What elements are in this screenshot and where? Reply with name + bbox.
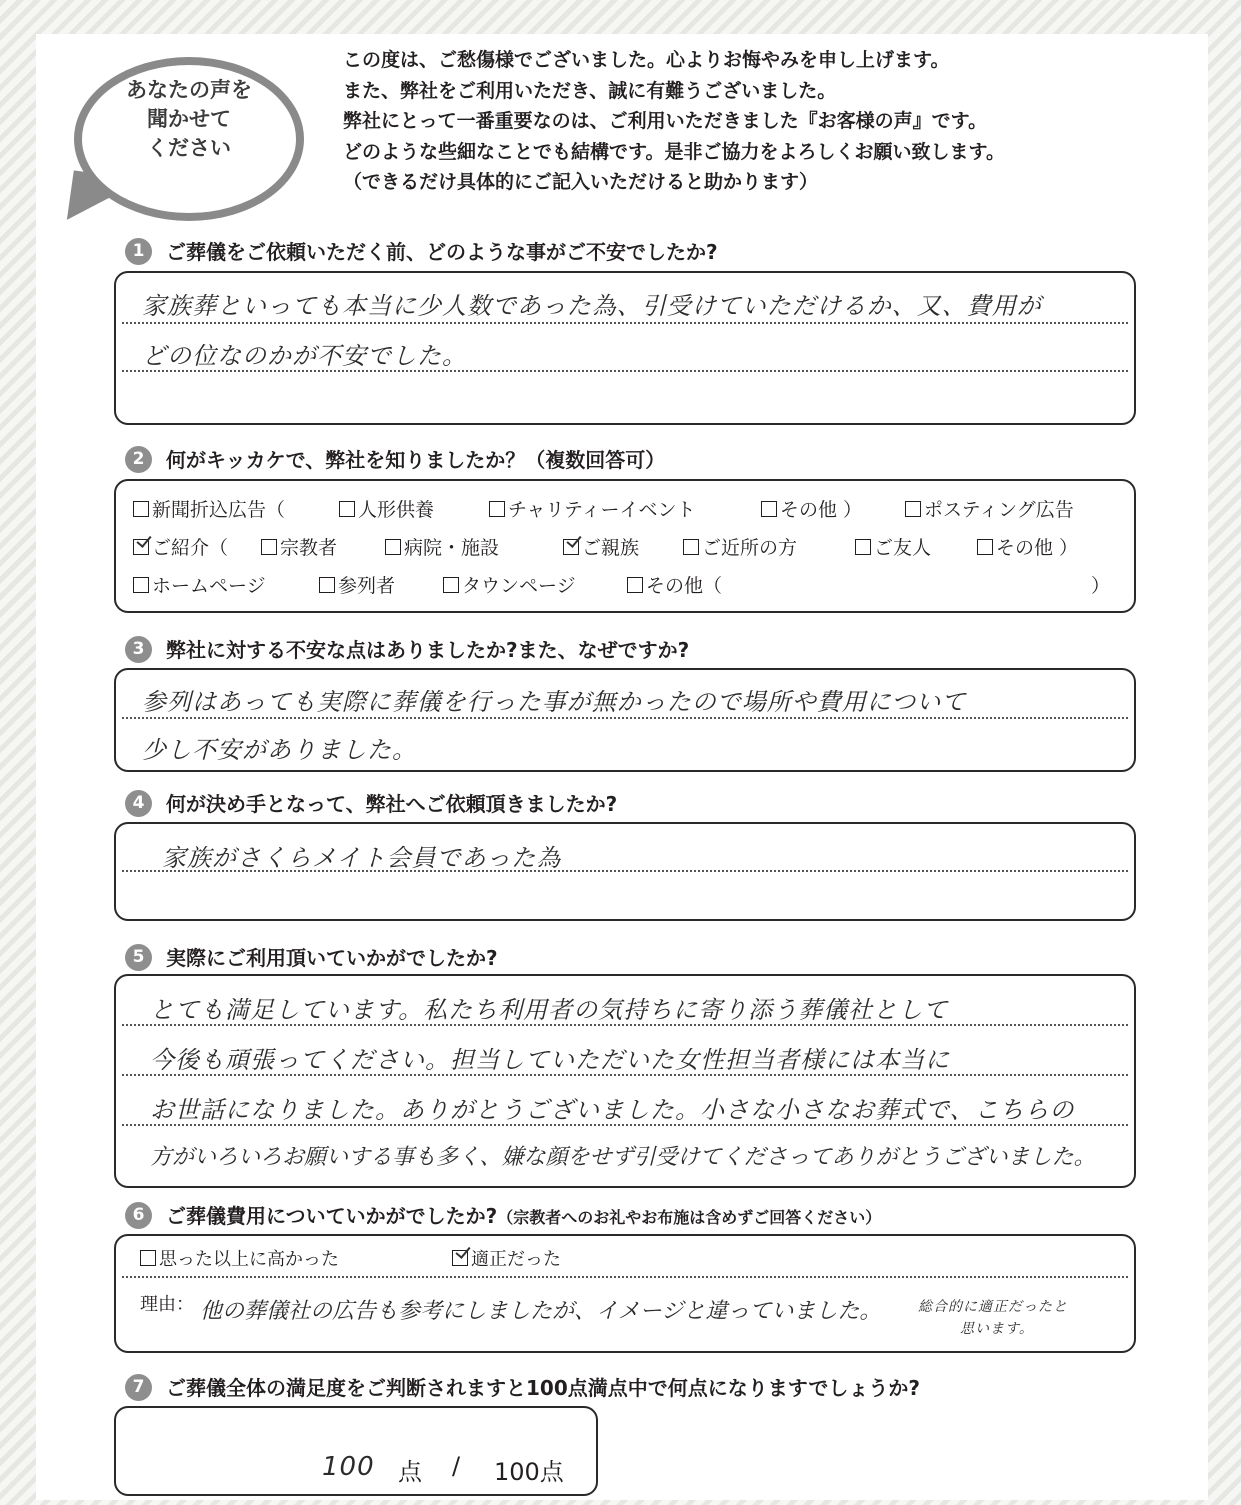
- question-5-answer-line-3: お世話になりました。ありがとうございました。小さな小さなお葬式で、こちらの: [150, 1096, 1075, 1124]
- question-6-note: （宗教者へのお礼やお布施は含めずご回答ください）: [497, 1208, 882, 1227]
- question-4-answer-line-1: 家族がさくらメイト会員であった為: [162, 844, 562, 872]
- answer-line: [122, 717, 1128, 719]
- question-6-reason: 他の葬儀社の広告も参考にしましたが、イメージと違っていました。: [200, 1299, 882, 1324]
- checkbox[interactable]: [855, 539, 871, 555]
- question-3-answer-line-1: 参列はあっても実際に葬儀を行った事が無かったので場所や費用について: [142, 688, 967, 716]
- checkbox[interactable]: [133, 501, 149, 517]
- option-attendee[interactable]: 参列者: [319, 571, 395, 598]
- option-other-close: ）: [1091, 575, 1111, 597]
- question-6-reason-tail-1: 総合的に適正だったと: [918, 1299, 1068, 1315]
- option-too-expensive[interactable]: 思った以上に高かった: [140, 1245, 339, 1271]
- question-1-answer-line-1: 家族葬といっても本当に少人数であった為、引受けていただけるか、又、費用が: [142, 292, 1042, 320]
- bubble-line-2: 聞かせて: [147, 107, 231, 131]
- checkbox-checked[interactable]: [452, 1250, 468, 1266]
- question-3-text: 弊社に対する不安な点はありましたか?また、なぜですか?: [166, 638, 690, 662]
- intro-line: この度は、ご愁傷様でございました。心よりお悔やみを申し上げます。: [343, 49, 950, 71]
- answer-line: [122, 322, 1128, 324]
- question-3-answer-line-2: 少し不安がありました。: [142, 736, 417, 764]
- question-1-answer-line-2: どの位なのかが不安でした。: [142, 342, 467, 370]
- question-5-answer-line-2: 今後も頑張ってください。担当していただいた女性担当者様には本当に: [150, 1046, 950, 1074]
- checkbox[interactable]: [140, 1250, 156, 1266]
- score-max: 100点: [494, 1458, 564, 1486]
- checkbox[interactable]: [339, 501, 355, 517]
- checkbox[interactable]: [905, 501, 921, 517]
- question-2-text: 何がキッカケで、弊社を知りましたか？（複数回答可）: [166, 448, 666, 472]
- question-6-number: 6: [125, 1202, 152, 1229]
- intro-line: （できるだけ具体的にご記入いただけると助かります）: [343, 171, 819, 193]
- question-6-reason-tail-2: 思います。: [960, 1321, 1034, 1337]
- option-relatives[interactable]: ご親族: [563, 533, 639, 560]
- checkbox[interactable]: [133, 577, 149, 593]
- bubble-line-3: ください: [147, 136, 231, 160]
- option-religious[interactable]: 宗教者: [261, 533, 337, 560]
- checkbox[interactable]: [261, 539, 277, 555]
- checkbox[interactable]: [627, 577, 643, 593]
- answer-line: [122, 1276, 1128, 1278]
- question-3-number: 3: [125, 636, 152, 663]
- reason-label: 理由：: [140, 1294, 194, 1315]
- speech-bubble-text: [82, 76, 296, 163]
- checkbox[interactable]: [683, 539, 699, 555]
- score-slash: /: [452, 1452, 461, 1480]
- question-5-answer-line-4: 方がいろいろお願いする事も多く、嫌な顔をせず引受けてくださってありがとうございました。: [150, 1145, 1096, 1170]
- option-other[interactable]: その他 ）: [977, 533, 1078, 560]
- intro-line: どのような些細なことでも結構です。是非ご協力をよろしくお願い致します。: [343, 140, 1005, 163]
- question-6-text: ご葬儀費用についていかがでしたか?（宗教者へのお礼やお布施は含めずご回答ください）: [166, 1204, 882, 1228]
- checkbox[interactable]: [761, 501, 777, 517]
- option-neighbors[interactable]: ご近所の方: [683, 533, 797, 560]
- checkbox[interactable]: [385, 539, 401, 555]
- option-appropriate[interactable]: 適正だった: [452, 1245, 561, 1271]
- score-unit: 点: [398, 1458, 422, 1486]
- option-posting-ad[interactable]: ポスティング広告: [905, 495, 1074, 522]
- option-townpage[interactable]: タウンページ: [443, 571, 576, 598]
- checkbox[interactable]: [977, 539, 993, 555]
- intro-text: [343, 45, 1203, 198]
- question-7-text: ご葬儀全体の満足度をご判断されますと100点満点中で何点になりますでしょうか?: [166, 1376, 920, 1400]
- question-4-text: 何が決め手となって、弊社へご依頼頂きましたか?: [166, 792, 618, 816]
- question-1-text: ご葬儀をご依頼いただく前、どのような事がご不安でしたか?: [166, 240, 718, 264]
- option-hospital[interactable]: 病院・施設: [385, 533, 499, 560]
- checkbox-checked[interactable]: [133, 539, 149, 555]
- option-friends[interactable]: ご友人: [855, 533, 931, 560]
- bubble-line-1: あなたの声を: [126, 78, 252, 102]
- checkbox[interactable]: [319, 577, 335, 593]
- option-doll-memorial[interactable]: 人形供養: [339, 495, 434, 522]
- question-5-text: 実際にご利用頂いていかがでしたか?: [166, 946, 498, 970]
- intro-line: 弊社にとって一番重要なのは、ご利用いただきました『お客様の声』です。: [343, 110, 988, 132]
- option-charity-event[interactable]: チャリティーイベント: [489, 495, 696, 522]
- question-2-number: 2: [125, 446, 152, 473]
- option-homepage[interactable]: ホームページ: [133, 571, 266, 598]
- question-4-number: 4: [125, 790, 152, 817]
- question-5-number: 5: [125, 944, 152, 971]
- question-1-number: 1: [125, 238, 152, 265]
- option-newspaper[interactable]: 新聞折込広告（: [133, 495, 285, 522]
- question-7-score: 100: [322, 1452, 375, 1482]
- option-referral[interactable]: ご紹介（: [133, 533, 228, 560]
- option-other[interactable]: その他（: [627, 571, 722, 598]
- checkbox[interactable]: [489, 501, 505, 517]
- question-5-answer-line-1: とても満足しています。私たち利用者の気持ちに寄り添う葬儀社として: [150, 996, 949, 1024]
- option-other[interactable]: その他 ）: [761, 495, 862, 522]
- checkbox-checked[interactable]: [563, 539, 579, 555]
- intro-line: また、弊社をご利用いただき、誠に有難うございました。: [343, 79, 837, 102]
- checkbox[interactable]: [443, 577, 459, 593]
- question-7-number: 7: [125, 1374, 152, 1401]
